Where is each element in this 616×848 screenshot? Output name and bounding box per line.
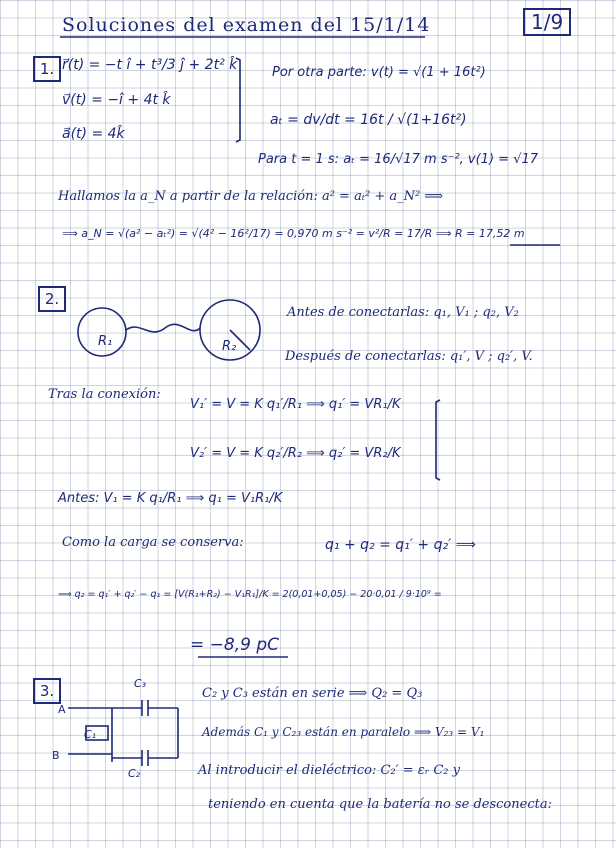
sphere-2-label: R₂ [222, 339, 237, 354]
problem-1-number: 1. [33, 56, 61, 82]
q2-calculation: ⟹ q₂ = q₁′ + q₂′ − q₁ = [V(R₁+R₂) − V₁R₁]/K = 2(0,01+0,05) − 20·0,01 / 9·10⁹ = [58, 589, 442, 600]
acceleration-vector: a⃗(t) = 4k̂ [62, 126, 125, 142]
speed-expression: Por otra parte: v(t) = √(1 + 16t²) [272, 65, 486, 80]
battery-statement: teniendo en cuenta que la batería no se desconecta: [208, 797, 552, 812]
sphere-1 [78, 308, 126, 356]
dielectric-statement: Al introducir el dieléctrico: C₂′ = εᵣ C₂ y [198, 763, 460, 778]
q2-result: = −8,9 pC [190, 635, 279, 655]
problem-3-number: 3. [33, 678, 61, 704]
connecting-wire [126, 324, 200, 332]
velocity-vector: v⃗(t) = −î + 4t k̂ [62, 92, 171, 108]
after-connection-label: Tras la conexión: [48, 387, 161, 402]
page-title: Soluciones del examen del 15/1/14 [62, 14, 431, 36]
normal-acceleration-calc: ⟹ a_N = √(a² − aₜ²) = √(4² − 16²/17) = 0,970 m s⁻² = v²/R = 17/R ⟹ R = 17,52 m [62, 227, 525, 240]
tangential-acceleration: aₜ = dv/dt = 16t / √(1+16t²) [270, 112, 467, 128]
capacitor-c1-label: C₁ [84, 728, 97, 741]
parallel-statement: Además C₁ y C₂₃ están en paralelo ⟹ V₂₃ = V₁ [202, 725, 485, 739]
capacitor-c3-label: C₃ [134, 677, 147, 690]
after-connecting-label: Después de conectarlas: q₁′, V ; q₂′, V. [285, 349, 533, 364]
normal-acceleration-intro: Hallamos la a_N a partir de la relación: a² = aₜ² + a_N² ⟹ [58, 189, 444, 204]
terminal-a-label: A [58, 703, 66, 716]
series-statement: C₂ y C₃ están en serie ⟹ Q₂ = Q₃ [202, 686, 423, 701]
problem-1-brace [236, 58, 240, 142]
equation-sphere-1: V₁′ = V = K q₁′/R₁ ⟹ q₁′ = VR₁/K [190, 397, 401, 412]
before-equation: Antes: V₁ = K q₁/R₁ ⟹ q₁ = V₁R₁/K [58, 491, 283, 506]
capacitor-c2-label: C₂ [128, 767, 141, 780]
position-vector: r⃗(t) = −t î + t³/3 ĵ + 2t² k̂ [62, 57, 238, 73]
sphere-1-label: R₁ [98, 334, 113, 349]
capacitor-circuit [68, 700, 178, 766]
values-at-t1: Para t = 1 s: aₜ = 16/√17 m s⁻², v(1) = √17 [258, 152, 539, 167]
problem-2-brace [436, 400, 440, 480]
charge-conservation-label: Como la carga se conserva: [62, 535, 244, 550]
terminal-b-label: B [52, 749, 60, 762]
equation-sphere-2: V₂′ = V = K q₂′/R₂ ⟹ q₂′ = VR₂/K [190, 446, 401, 461]
sphere-2-radius [230, 330, 250, 350]
page-number: 1/9 [523, 8, 571, 36]
problem-2-number: 2. [38, 286, 66, 312]
charge-conservation-equation: q₁ + q₂ = q₁′ + q₂′ ⟹ [325, 537, 476, 553]
before-connecting-label: Antes de conectarlas: q₁, V₁ ; q₂, V₂ [287, 305, 519, 320]
